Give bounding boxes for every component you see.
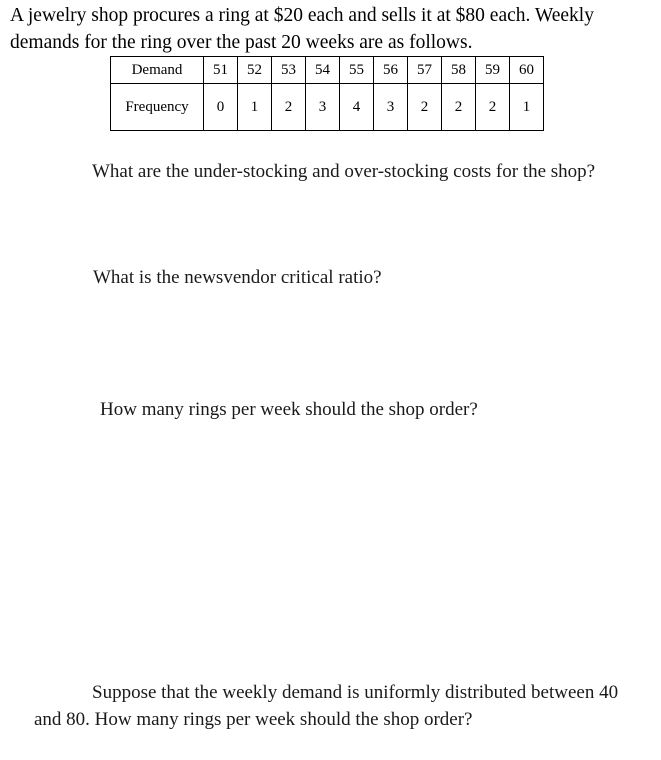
frequency-cell: 1: [238, 84, 272, 131]
demand-cell: 56: [374, 57, 408, 84]
frequency-header: Frequency: [111, 84, 204, 131]
question-uniform-line-2: and 80. How many rings per week should the shop order?: [34, 709, 473, 730]
frequency-cell: 3: [374, 84, 408, 131]
frequency-cell: 3: [306, 84, 340, 131]
intro-line-1: A jewelry shop procures a ring at $20 each and sells it at $80 each. Weekly: [10, 5, 594, 26]
intro-line-2: demands for the ring over the past 20 weeks are as follows.: [10, 32, 473, 53]
demand-cell: 52: [238, 57, 272, 84]
demand-cell: 57: [408, 57, 442, 84]
frequency-row: [111, 84, 544, 131]
demand-frequency-table: [110, 56, 544, 131]
demand-cell: 54: [306, 57, 340, 84]
frequency-cell: 2: [408, 84, 442, 131]
frequency-cell: 2: [442, 84, 476, 131]
demand-cell: 59: [476, 57, 510, 84]
demand-cell: 58: [442, 57, 476, 84]
frequency-cell: 2: [476, 84, 510, 131]
frequency-cell: 0: [204, 84, 238, 131]
frequency-cell: 4: [340, 84, 374, 131]
question-uniform-line-1: Suppose that the weekly demand is uniformly distributed between 40: [92, 682, 619, 703]
question-uniform-demand: [34, 679, 654, 733]
question-critical-ratio: What is the newsvendor critical ratio?: [93, 267, 382, 288]
question-costs: What are the under-stocking and over-stocking costs for the shop?: [92, 161, 596, 182]
demand-cell: 51: [204, 57, 238, 84]
frequency-cell: 1: [510, 84, 544, 131]
demand-cell: 55: [340, 57, 374, 84]
demand-row: [111, 57, 544, 84]
demand-cell: 60: [510, 57, 544, 84]
problem-intro: [10, 2, 650, 56]
frequency-cell: 2: [272, 84, 306, 131]
question-order-quantity: How many rings per week should the shop order?: [100, 399, 478, 420]
demand-header: Demand: [111, 57, 204, 84]
demand-cell: 53: [272, 57, 306, 84]
